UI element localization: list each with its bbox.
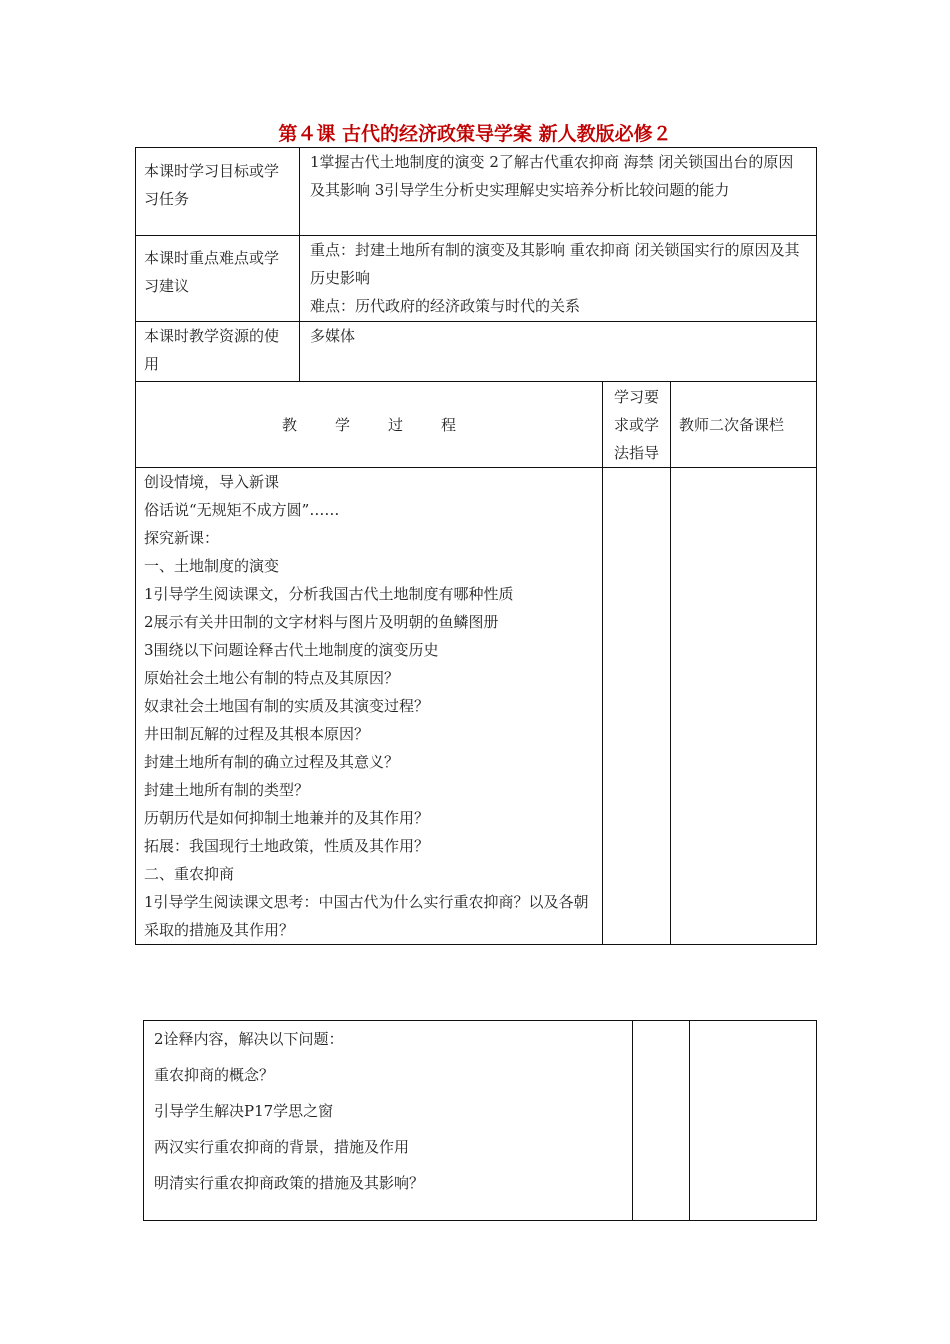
resources-row <box>136 322 817 382</box>
teacher-notes-header: 教师二次备课栏 <box>671 382 817 468</box>
study-guidance-header: 学习要求或学法指导 <box>603 382 671 468</box>
objectives-row <box>136 148 817 236</box>
key-points-label-cell <box>136 236 300 322</box>
process-content-row-continued <box>144 1021 817 1221</box>
study-guidance-cell-continued <box>633 1021 690 1221</box>
process-line-15: 二、重农抑商 <box>144 865 235 883</box>
teacher-notes-cell-continued <box>690 1021 817 1221</box>
process-content-cell <box>136 468 603 945</box>
process-header-row <box>136 382 817 468</box>
key-points-row <box>136 236 817 322</box>
key-points-content-cell <box>300 236 817 322</box>
process-cont-line-1: 2诠释内容，解决以下问题： <box>154 1030 344 1048</box>
process-header: 教学过程 <box>136 382 603 468</box>
resources-content-cell <box>300 322 817 382</box>
objectives-content-cell <box>300 148 817 236</box>
objectives-label-cell <box>136 148 300 236</box>
process-cont-line-2: 重农抑商的概念？ <box>154 1066 275 1084</box>
difficulty-content: 难点：历代政府的经济政策与时代的关系 <box>310 297 581 315</box>
process-cont-line-5: 明清实行重农抑商政策的措施及其影响？ <box>154 1174 425 1192</box>
process-content-cell-continued <box>144 1021 633 1221</box>
process-line-7: 3围绕以下问题诠释古代土地制度的演变历史 <box>144 641 439 659</box>
process-line-12: 封建土地所有制的类型？ <box>144 781 310 799</box>
process-line-13: 历朝历代是如何抑制土地兼并的及其作用？ <box>144 809 430 827</box>
process-line-6: 2展示有关井田制的文字材料与图片及明朝的鱼鳞图册 <box>144 613 499 631</box>
document-title: 第４课 古代的经济政策导学案 新人教版必修２ <box>278 123 672 145</box>
process-cont-line-4: 两汉实行重农抑商的背景，措施及作用 <box>154 1138 410 1156</box>
resources-content: 多媒体 <box>310 327 356 345</box>
process-line-14: 拓展：我国现行土地政策，性质及其作用？ <box>144 837 430 855</box>
resources-label: 本课时教学资源的使用 <box>144 327 280 373</box>
process-line-10: 井田制瓦解的过程及其根本原因？ <box>144 725 370 743</box>
process-line-4: 一、土地制度的演变 <box>144 557 280 575</box>
study-guidance-cell <box>603 468 671 945</box>
process-line-16: 1引导学生阅读课文思考：中国古代为什么实行重农抑商？以及各朝采取的措施及其作用？ <box>144 893 589 939</box>
teacher-notes-cell <box>671 468 817 945</box>
process-line-9: 奴隶社会土地国有制的实质及其演变过程？ <box>144 697 430 715</box>
process-line-11: 封建土地所有制的确立过程及其意义？ <box>144 753 400 771</box>
objectives-content: 1掌握古代土地制度的演变 2了解古代重农抑商 海禁 闭关锁国出台的原因及其影响 3引导学生分析史实理解史实培养分析比较问题的能力 <box>310 153 794 199</box>
process-line-2: 俗话说“无规矩不成方圆”…… <box>144 501 340 519</box>
process-line-5: 1引导学生阅读课文，分析我国古代土地制度有哪种性质 <box>144 585 514 603</box>
process-content-row <box>136 468 817 945</box>
process-line-1: 创设情境，导入新课 <box>144 473 280 491</box>
lesson-plan-table-continued <box>143 1020 817 1221</box>
process-line-3: 探究新课： <box>144 529 220 547</box>
lesson-plan-table <box>135 147 817 945</box>
key-points-label: 本课时重点难点或学习建议 <box>144 249 280 295</box>
key-points-content: 重点：封建土地所有制的演变及其影响 重农抑商 闭关锁国实行的原因及其历史影响 <box>310 241 800 287</box>
resources-label-cell <box>136 322 300 382</box>
process-line-8: 原始社会土地公有制的特点及其原因？ <box>144 669 400 687</box>
process-cont-line-3: 引导学生解决P17学思之窗 <box>154 1102 334 1120</box>
objectives-label: 本课时学习目标或学习任务 <box>144 162 280 208</box>
